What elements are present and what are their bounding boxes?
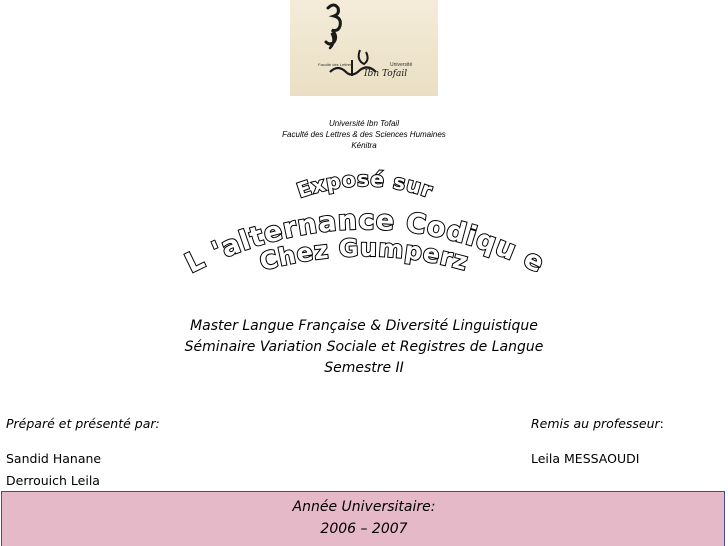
semester-label: Semestre II <box>324 360 404 376</box>
faculty-name: Faculté des Lettres & des Sciences Humaines <box>282 130 446 139</box>
authors-label: Préparé et présenté par: <box>6 416 160 431</box>
logo-emblem-icon <box>290 0 438 96</box>
professor-name: Leila MESSAOUDI <box>531 451 640 466</box>
author-name: Derrouich Leila <box>6 473 100 488</box>
logo-caption-right: Université <box>390 62 413 68</box>
academic-year-footer <box>1 491 725 546</box>
professor-label: Remis au professeur: <box>531 416 664 431</box>
academic-year-value: 2006 – 2007 <box>320 521 408 537</box>
university-name: Université Ibn Tofail <box>329 119 399 128</box>
title-prefix: Exposé sur <box>293 166 437 203</box>
academic-year-label: Année Universitaire: <box>292 499 436 515</box>
title-line1: L 'alternance Codiqu e <box>180 204 550 280</box>
author-name: Sandid Hanane <box>6 451 102 466</box>
logo-caption-small: Faculté des Lettres <box>318 62 353 67</box>
master-title: Master Langue Française & Diversité Linguistique <box>190 318 538 334</box>
city-name: Kénitra <box>351 141 377 150</box>
logo-script-name: Ibn Tofail <box>364 69 408 79</box>
university-logo <box>290 0 438 96</box>
title-line2: Chez Gumperz <box>256 233 472 277</box>
title-wordart <box>0 160 728 300</box>
seminar-title: Séminaire Variation Sociale et Registres de Langue <box>184 339 544 355</box>
